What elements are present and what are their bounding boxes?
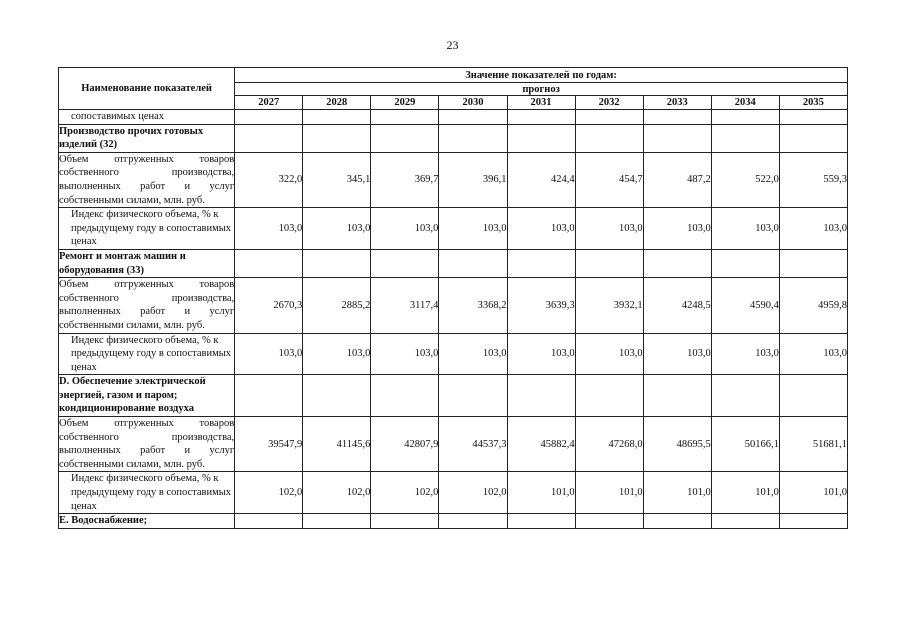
table-cell: 3368,2 bbox=[439, 278, 507, 333]
table-cell bbox=[371, 110, 439, 125]
table-cell: 51681,1 bbox=[779, 417, 847, 472]
table-cell: 103,0 bbox=[711, 333, 779, 375]
table-cell bbox=[507, 110, 575, 125]
year-header: 2033 bbox=[643, 96, 711, 110]
table-cell bbox=[235, 249, 303, 277]
table-cell bbox=[575, 514, 643, 529]
table-cell bbox=[643, 514, 711, 529]
table-cell bbox=[303, 249, 371, 277]
year-header: 2029 bbox=[371, 96, 439, 110]
row-label: Объем отгруженных товаров собственного производства, выполненных работ и услуг собственными силами, млн. руб. bbox=[59, 417, 235, 472]
table-cell: 103,0 bbox=[507, 333, 575, 375]
table-row bbox=[59, 278, 848, 333]
table-cell: 103,0 bbox=[575, 208, 643, 250]
table-cell bbox=[711, 110, 779, 125]
section-title: E. Водоснабжение; bbox=[59, 514, 235, 529]
table-cell bbox=[507, 514, 575, 529]
table-cell: 102,0 bbox=[303, 472, 371, 514]
year-header: 2034 bbox=[711, 96, 779, 110]
year-header: 2030 bbox=[439, 96, 507, 110]
table-cell: 103,0 bbox=[779, 208, 847, 250]
table-cell bbox=[303, 110, 371, 125]
table-cell: 3932,1 bbox=[575, 278, 643, 333]
page-number: 23 bbox=[446, 38, 459, 52]
table-cell: 487,2 bbox=[643, 152, 711, 207]
table-cell: 559,3 bbox=[779, 152, 847, 207]
table-cell bbox=[303, 375, 371, 417]
table-row bbox=[59, 110, 848, 125]
table-cell: 44537,3 bbox=[439, 417, 507, 472]
table-row bbox=[59, 208, 848, 250]
section-row bbox=[59, 249, 848, 277]
year-header: 2035 bbox=[779, 96, 847, 110]
table-row bbox=[59, 333, 848, 375]
table-cell bbox=[779, 110, 847, 125]
table-cell: 103,0 bbox=[439, 208, 507, 250]
table-cell: 101,0 bbox=[575, 472, 643, 514]
table-cell: 454,7 bbox=[575, 152, 643, 207]
section-row bbox=[59, 124, 848, 152]
section-row bbox=[59, 375, 848, 417]
table-cell bbox=[439, 375, 507, 417]
table-cell: 103,0 bbox=[711, 208, 779, 250]
table-cell bbox=[507, 375, 575, 417]
table-cell: 396,1 bbox=[439, 152, 507, 207]
table-cell bbox=[575, 124, 643, 152]
row-label: Индекс физического объема, % к предыдущему году в сопоставимых ценах bbox=[59, 208, 235, 250]
column-header-forecast: прогноз bbox=[235, 83, 848, 96]
table-cell: 47268,0 bbox=[575, 417, 643, 472]
table-cell: 103,0 bbox=[507, 208, 575, 250]
row-label: Объем отгруженных товаров собственного производства, выполненных работ и услуг собственными силами, млн. руб. bbox=[59, 278, 235, 333]
table-cell: 50166,1 bbox=[711, 417, 779, 472]
table-cell: 103,0 bbox=[371, 208, 439, 250]
section-title: Ремонт и монтаж машин и оборудования (33) bbox=[59, 249, 235, 277]
row-label: Индекс физического объема, % к предыдущему году в сопоставимых ценах bbox=[59, 472, 235, 514]
table-cell: 103,0 bbox=[643, 208, 711, 250]
row-label: Индекс физического объема, % к предыдущему году в сопоставимых ценах bbox=[59, 333, 235, 375]
table-cell bbox=[371, 514, 439, 529]
table-cell: 4590,4 bbox=[711, 278, 779, 333]
table-row bbox=[59, 152, 848, 207]
table-cell bbox=[779, 375, 847, 417]
table-cell: 101,0 bbox=[507, 472, 575, 514]
year-header: 2027 bbox=[235, 96, 303, 110]
table-cell: 42807,9 bbox=[371, 417, 439, 472]
table-cell bbox=[303, 124, 371, 152]
table-cell bbox=[643, 375, 711, 417]
indicators-table bbox=[58, 67, 848, 529]
table-cell: 103,0 bbox=[779, 333, 847, 375]
table-cell: 101,0 bbox=[711, 472, 779, 514]
table-cell bbox=[711, 249, 779, 277]
table-cell bbox=[779, 249, 847, 277]
table-cell bbox=[235, 514, 303, 529]
row-label: Объем отгруженных товаров собственного производства, выполненных работ и услуг собственными силами, млн. руб. bbox=[59, 152, 235, 207]
table-cell: 39547,9 bbox=[235, 417, 303, 472]
table-row bbox=[59, 472, 848, 514]
table-cell: 45882,4 bbox=[507, 417, 575, 472]
table-cell: 345,1 bbox=[303, 152, 371, 207]
table-cell: 102,0 bbox=[371, 472, 439, 514]
table-cell: 101,0 bbox=[779, 472, 847, 514]
table-cell: 2885,2 bbox=[303, 278, 371, 333]
table-cell bbox=[711, 514, 779, 529]
table-cell: 103,0 bbox=[235, 208, 303, 250]
table-cell: 48695,5 bbox=[643, 417, 711, 472]
year-header: 2031 bbox=[507, 96, 575, 110]
table-cell bbox=[439, 110, 507, 125]
table-cell bbox=[235, 375, 303, 417]
table-cell: 369,7 bbox=[371, 152, 439, 207]
table-cell: 4959,8 bbox=[779, 278, 847, 333]
table-cell: 101,0 bbox=[643, 472, 711, 514]
table-row bbox=[59, 417, 848, 472]
table-cell: 2670,3 bbox=[235, 278, 303, 333]
table-cell bbox=[235, 124, 303, 152]
table-cell bbox=[575, 110, 643, 125]
table-cell bbox=[507, 249, 575, 277]
table-cell bbox=[575, 249, 643, 277]
table-cell: 102,0 bbox=[439, 472, 507, 514]
table-cell: 103,0 bbox=[439, 333, 507, 375]
table-cell bbox=[711, 375, 779, 417]
column-header-name: Наименование показателей bbox=[59, 68, 235, 110]
table-cell bbox=[643, 249, 711, 277]
table-cell: 103,0 bbox=[303, 333, 371, 375]
table-cell: 103,0 bbox=[643, 333, 711, 375]
table-cell bbox=[371, 375, 439, 417]
table-cell bbox=[507, 124, 575, 152]
table-cell: 103,0 bbox=[371, 333, 439, 375]
table-cell bbox=[643, 124, 711, 152]
table-cell: 3639,3 bbox=[507, 278, 575, 333]
year-header: 2032 bbox=[575, 96, 643, 110]
table-cell: 41145,6 bbox=[303, 417, 371, 472]
table-cell: 522,0 bbox=[711, 152, 779, 207]
table-cell bbox=[711, 124, 779, 152]
table-cell bbox=[439, 514, 507, 529]
year-header: 2028 bbox=[303, 96, 371, 110]
table-cell bbox=[235, 110, 303, 125]
section-row bbox=[59, 514, 848, 529]
table-cell bbox=[303, 514, 371, 529]
table-cell bbox=[643, 110, 711, 125]
table-cell: 103,0 bbox=[303, 208, 371, 250]
table-cell bbox=[575, 375, 643, 417]
table-cell bbox=[439, 124, 507, 152]
column-header-values: Значение показателей по годам: bbox=[235, 68, 848, 83]
table-cell bbox=[371, 124, 439, 152]
table-cell bbox=[439, 249, 507, 277]
table-cell: 102,0 bbox=[235, 472, 303, 514]
table-cell: 3117,4 bbox=[371, 278, 439, 333]
row-label: сопоставимых ценах bbox=[59, 110, 235, 125]
table-cell: 103,0 bbox=[235, 333, 303, 375]
table-cell: 322,0 bbox=[235, 152, 303, 207]
table-cell bbox=[371, 249, 439, 277]
table-cell bbox=[779, 514, 847, 529]
table-cell: 4248,5 bbox=[643, 278, 711, 333]
section-title: D. Обеспечение электрической энергией, газом и паром; кондиционирование воздуха bbox=[59, 375, 235, 417]
table-cell: 103,0 bbox=[575, 333, 643, 375]
section-title: Производство прочих готовых изделий (32) bbox=[59, 124, 235, 152]
table-cell: 424,4 bbox=[507, 152, 575, 207]
table-cell bbox=[779, 124, 847, 152]
